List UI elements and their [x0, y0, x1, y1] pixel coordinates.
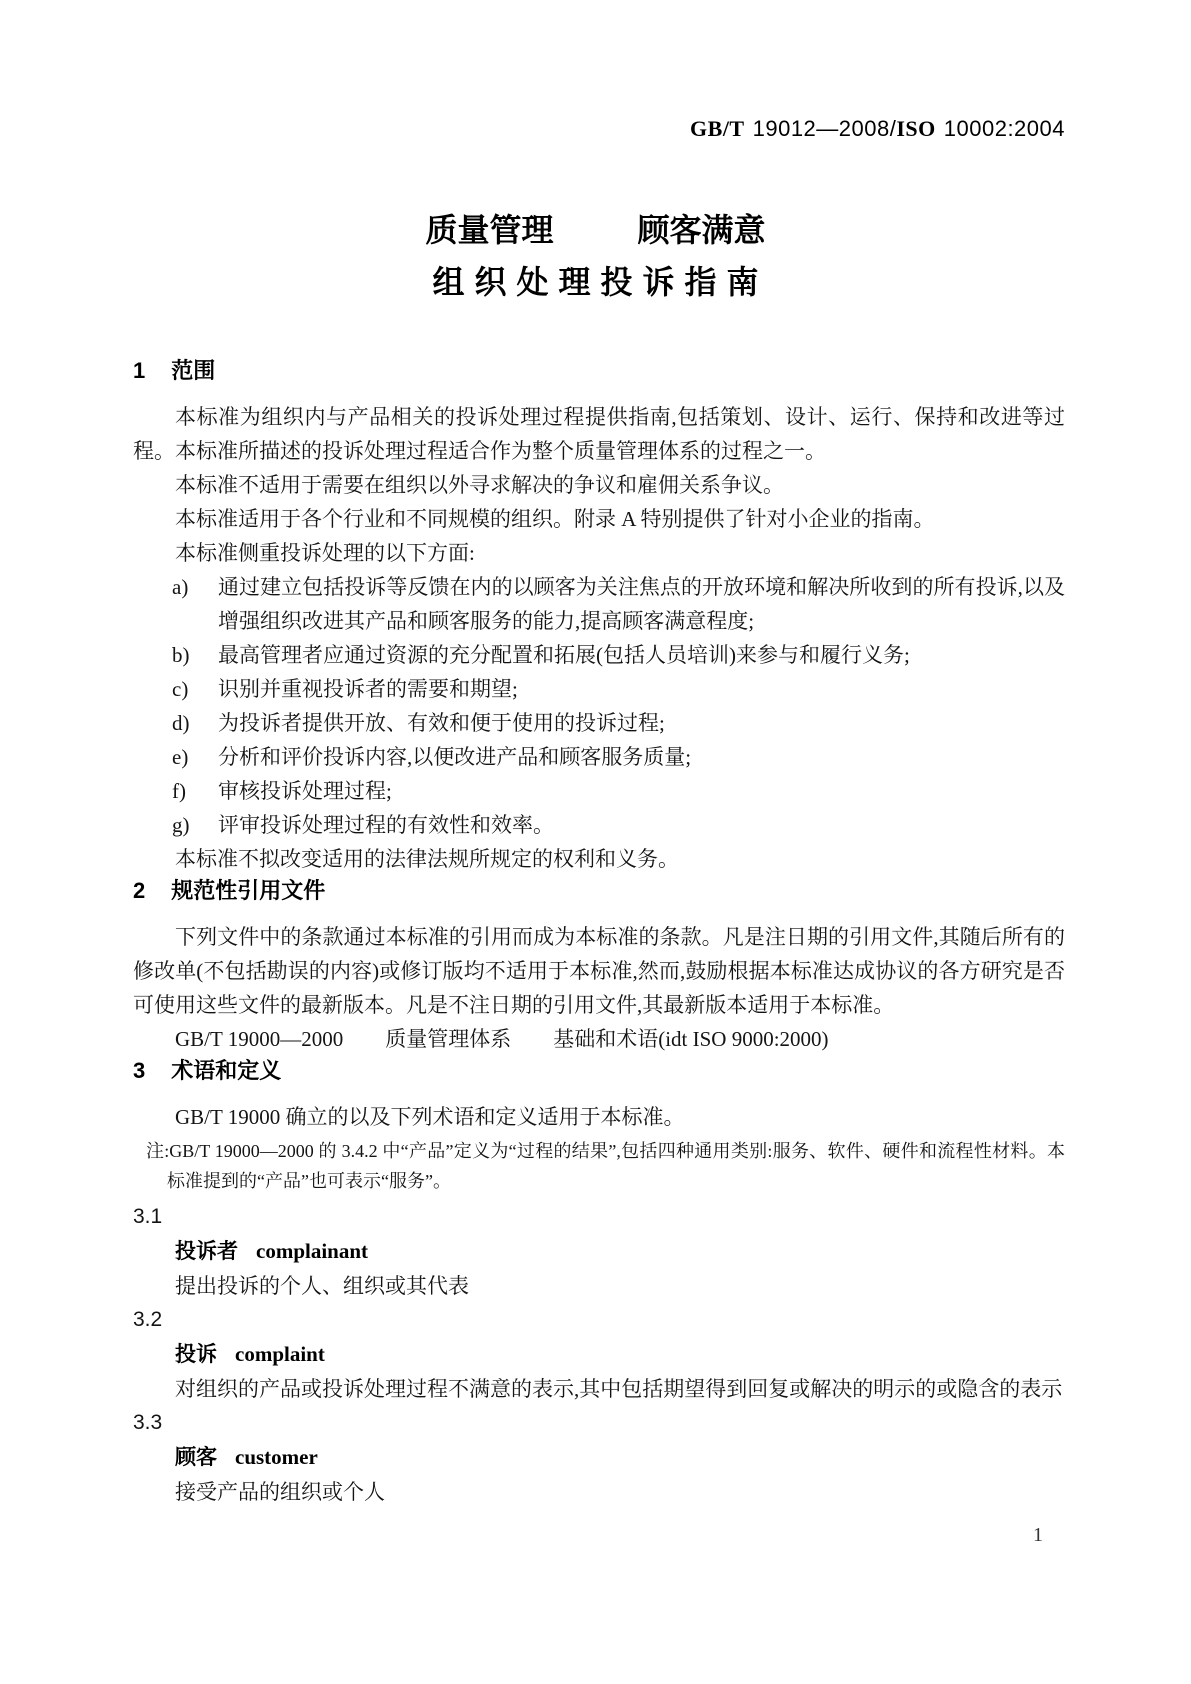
- scope-aspect-list: [133, 570, 1065, 842]
- entry-number: 3.2: [133, 1308, 163, 1331]
- item-marker: c): [172, 677, 189, 701]
- title-part1: 质量管理: [425, 212, 554, 248]
- term-definition: 对组织的产品或投诉处理过程不满意的表示,其中包括期望得到回复或解决的明示的或隐含的表示: [175, 1377, 1063, 1401]
- section-number: 2: [133, 878, 146, 903]
- entry-number: 3.1: [133, 1205, 163, 1228]
- standard-prefix-gbt: GB/T: [690, 116, 745, 141]
- item-text: 为投诉者提供开放、有效和便于使用的投诉过程;: [218, 711, 665, 735]
- term-line: [133, 1337, 1065, 1372]
- term-zh: 投诉者: [175, 1240, 238, 1263]
- section-heading-references: [133, 876, 1065, 906]
- term-en: customer: [235, 1445, 318, 1469]
- item-marker: a): [172, 575, 189, 599]
- list-item: [133, 570, 1065, 638]
- item-marker: e): [172, 745, 189, 769]
- paragraph: 本标准适用于各个行业和不同规模的组织。附录 A 特别提供了针对小企业的指南。: [175, 507, 935, 531]
- paragraph: 下列文件中的条款通过本标准的引用而成为本标准的条款。凡是注日期的引用文件,其随后所有的修改单(不包括勘误的内容)或修订版均不适用于本标准,然而,鼓励根据本标准达成协议的各方研究是否可使用这些文件的最新版本。凡是不注日期的引用文件,其最新版本适用于本标准。: [133, 925, 1065, 1017]
- term-definition: 提出投诉的个人、组织或其代表: [175, 1274, 469, 1298]
- list-item: [133, 706, 1065, 740]
- standard-number: [690, 116, 1065, 142]
- document-title-line2: 组织处理投诉指南: [432, 264, 769, 300]
- term-entry: [133, 1200, 1065, 1303]
- title-part2: 顾客满意: [637, 212, 766, 248]
- section-title: 范围: [171, 358, 216, 383]
- paragraph: 本标准不拟改变适用的法律法规所规定的权利和义务。: [175, 847, 679, 871]
- term-zh: 投诉: [175, 1343, 217, 1366]
- item-text: 审核投诉处理过程;: [218, 779, 392, 803]
- item-marker: f): [172, 779, 186, 803]
- section-heading-terms: [133, 1056, 1065, 1086]
- section-number: 3: [133, 1058, 146, 1083]
- list-item: [133, 774, 1065, 808]
- item-text: 最高管理者应通过资源的充分配置和拓展(包括人员培训)来参与和履行义务;: [218, 643, 910, 667]
- entry-number: 3.3: [133, 1411, 163, 1434]
- term-entry: [133, 1406, 1065, 1509]
- document-title: [0, 212, 1191, 300]
- item-marker: g): [172, 813, 190, 837]
- section-title: 术语和定义: [171, 1058, 282, 1083]
- paragraph: 本标准不适用于需要在组织以外寻求解决的争议和雇佣关系争议。: [175, 473, 784, 497]
- standard-number-part1: 19012—2008/: [752, 116, 897, 141]
- list-item: [133, 808, 1065, 842]
- section-title: 规范性引用文件: [171, 878, 326, 903]
- term-definition: 接受产品的组织或个人: [175, 1480, 385, 1504]
- term-en: complaint: [235, 1342, 325, 1366]
- section-heading-scope: [133, 356, 1065, 386]
- paragraph: 本标准侧重投诉处理的以下方面:: [175, 541, 475, 565]
- normative-reference: GB/T 19000—2000 质量管理体系 基础和术语(idt ISO 9000:2000): [175, 1027, 829, 1051]
- standard-number-part2: 10002:2004: [943, 116, 1065, 141]
- term-entry: [133, 1303, 1065, 1406]
- term-en: complainant: [256, 1239, 369, 1263]
- item-text: 识别并重视投诉者的需要和期望;: [218, 677, 518, 701]
- note: 注:GB/T 19000—2000 的 3.4.2 中“产品”定义为“过程的结果”,包括四种通用类别:服务、软件、硬件和流程性材料。本标准提到的“产品”也可表示“服务”。: [146, 1141, 1065, 1191]
- paragraph: GB/T 19000 确立的以及下列术语和定义适用于本标准。: [175, 1105, 685, 1129]
- term-line: [133, 1440, 1065, 1475]
- term-zh: 顾客: [175, 1446, 217, 1469]
- item-text: 通过建立包括投诉等反馈在内的以顾客为关注焦点的开放环境和解决所收到的所有投诉,以及增强组织改进其产品和顾客服务的能力,提高顾客满意程度;: [218, 575, 1065, 633]
- item-marker: b): [172, 643, 190, 667]
- item-text: 分析和评价投诉内容,以便改进产品和顾客服务质量;: [218, 745, 692, 769]
- item-text: 评审投诉处理过程的有效性和效率。: [218, 813, 554, 837]
- document-title-line1: [0, 212, 1191, 248]
- section-number: 1: [133, 358, 146, 383]
- standard-prefix-iso: ISO: [896, 116, 936, 141]
- document-body: [133, 356, 1065, 1509]
- list-item: [133, 740, 1065, 774]
- list-item: [133, 672, 1065, 706]
- paragraph: 本标准为组织内与产品相关的投诉处理过程提供指南,包括策划、设计、运行、保持和改进等过程。本标准所描述的投诉处理过程适合作为整个质量管理体系的过程之一。: [133, 405, 1065, 463]
- item-marker: d): [172, 711, 190, 735]
- term-line: [133, 1234, 1065, 1269]
- list-item: [133, 638, 1065, 672]
- page-number: 1: [1033, 1524, 1043, 1546]
